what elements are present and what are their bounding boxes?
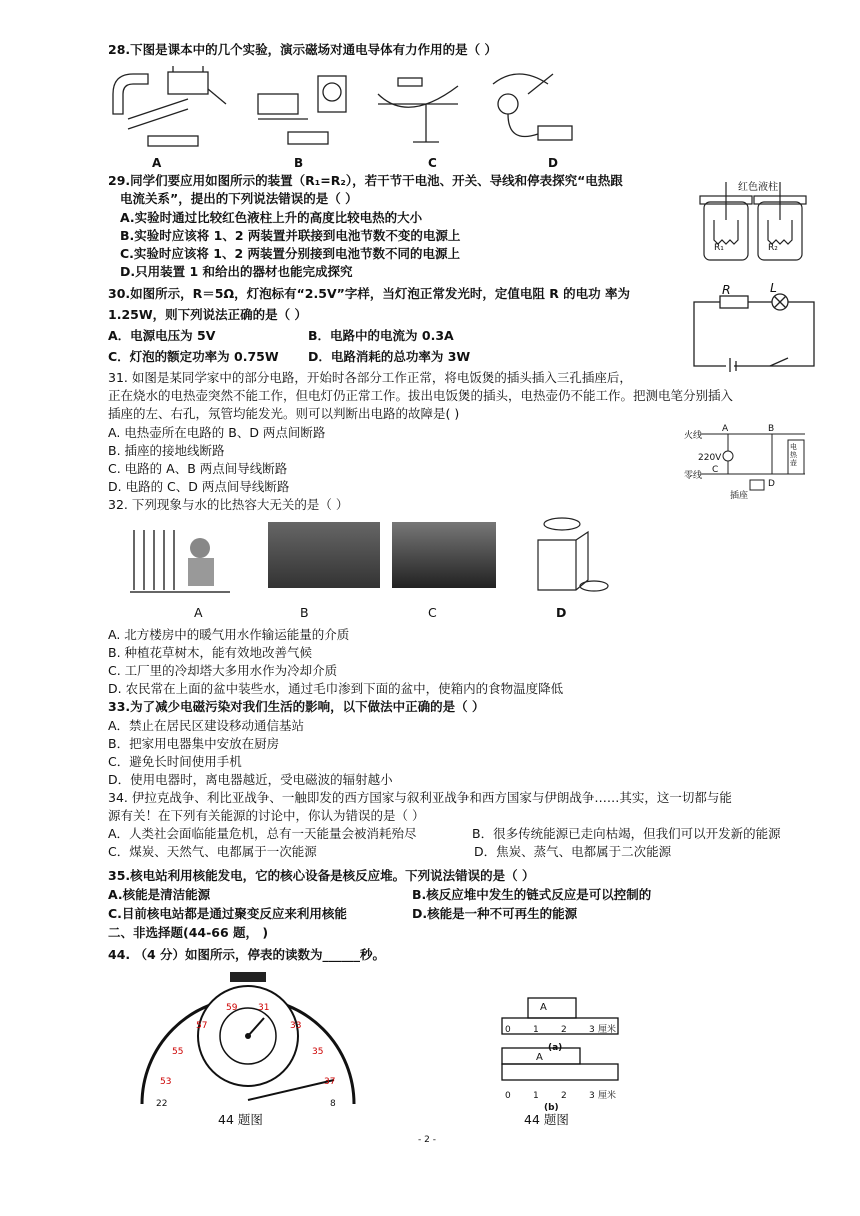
q30-fig-l: L [770, 280, 777, 295]
q31-option-a: A. 电热壶所在电路的 B、D 两点间断路 [108, 425, 326, 440]
q30-fig-r: R [722, 282, 731, 297]
q35-option-d: D.核能是一种不可再生的能源 [412, 906, 578, 921]
section-heading: 二、非选择题(44-66 题， ) [108, 925, 269, 940]
q44-dial-55: 55 [172, 1047, 184, 1057]
q28-label-c: C [428, 156, 437, 170]
q44-ruler-a-label: (a) [548, 1043, 563, 1053]
q32-label-d: D [556, 605, 567, 620]
q32-option-b: B. 种植花草树木，能有效地改善气候 [108, 645, 313, 660]
q44-ruler-a-tick-1: 1 [533, 1025, 539, 1035]
q32-image-a [130, 520, 238, 596]
q31-point-b: B [768, 424, 775, 434]
q44-ruler-b-unit: 厘米 [598, 1091, 617, 1101]
q34-option-d: D．焦炭、蒸气、电都属于二次能源 [474, 844, 672, 859]
q44-block-b: A [536, 1052, 543, 1063]
q32-image-b [268, 522, 380, 588]
q31-option-c: C. 电路的 A、B 两点间导线断路 [108, 461, 288, 476]
q31-kettle-label: 电热壶 [790, 443, 797, 467]
q44-caption-right: 44 题图 [524, 1112, 569, 1127]
q29-option-d: D.只用装置 1 和给出的器材也能完成探究 [120, 264, 353, 279]
q44-ruler-b-tick-1: 1 [533, 1091, 539, 1101]
q31-point-c: C [712, 465, 719, 475]
q31-point-a: A [722, 424, 729, 434]
q30-circuit-figure [690, 282, 820, 372]
q29-r2-label: R₂ [768, 243, 778, 253]
q33-option-b: B．把家用电器集中安放在厨房 [108, 736, 280, 751]
q29-red-column-label: 红色液柱 [738, 182, 778, 193]
q44-stem: 44. （4 分）如图所示，停表的读数为______秒。 [108, 947, 386, 962]
q44-dial-37: 37 [324, 1077, 336, 1087]
q35-option-a: A.核能是清洁能源 [108, 887, 211, 902]
q31-stem-line3: 插座的左、右孔，氖管均能发光。则可以判断出电路的故障是( ) [108, 406, 460, 421]
q34-option-c: C．煤炭、天然气、电都属于一次能源 [108, 844, 317, 859]
q33-option-d: D．使用电器时，离电器越近，受电磁波的辐射越小 [108, 772, 393, 787]
q34-stem-line1: 34. 伊拉克战争、利比亚战争、一触即发的西方国家与叙利亚战争和西方国家与伊朗战争……其实，这一切都与能 [108, 790, 732, 805]
q30-option-a: A．电源电压为 5V [108, 328, 216, 343]
q44-ruler-b-label: (b) [544, 1103, 559, 1113]
q31-point-d: D [768, 479, 775, 489]
page-number: - 2 - [418, 1135, 436, 1145]
q34-option-b: B．很多传统能源已走向枯竭，但我们可以开发新的能源 [472, 826, 781, 841]
q28-label-d: D [548, 156, 558, 170]
q31-neutral-wire-label: 零线 [684, 471, 703, 481]
q44-dial-8: 8 [330, 1099, 336, 1109]
q28-label-b: B [294, 156, 304, 170]
q44-dial-59: 59 [226, 1003, 238, 1013]
q32-image-c [392, 522, 496, 588]
q29-option-c: C.实验时应该将 1、2 两装置分别接到电池节数不同的电源上 [120, 246, 461, 261]
q35-option-b: B.核反应堆中发生的链式反应是可以控制的 [412, 887, 652, 902]
q29-r1-label: R₁ [714, 243, 724, 253]
q44-block-a: A [540, 1002, 547, 1013]
q33-option-a: A．禁止在居民区建设移动通信基站 [108, 718, 305, 733]
q44-caption-left: 44 题图 [218, 1112, 263, 1127]
q44-ruler-b-tick-0: 0 [505, 1091, 511, 1101]
q28-figures [108, 64, 588, 154]
q31-option-d: D. 电路的 C、D 两点间导线断路 [108, 479, 290, 494]
q32-option-a: A. 北方楼房中的暖气用水作输运能量的介质 [108, 627, 350, 642]
q44-dial-31: 31 [258, 1003, 270, 1013]
q44-dial-33: 33 [290, 1021, 302, 1031]
q29-option-b: B.实验时应该将 1、2 两装置并联接到电池节数不变的电源上 [120, 228, 461, 243]
q33-stem: 33.为了减少电磁污染对我们生活的影响，以下做法中正确的是（ ） [108, 699, 485, 714]
q33-option-c: C．避免长时间使用手机 [108, 754, 242, 769]
q31-socket-label: 插座 [730, 491, 749, 501]
q30-option-c: C．灯泡的额定功率为 0.75W [108, 349, 279, 364]
q29-stem-line1: 29.同学们要应用如图所示的装置（R₁=R₂），若干节干电池、开关、导线和停表探究“电热跟 [108, 173, 623, 188]
q44-dial-35: 35 [312, 1047, 324, 1057]
q29-stem-line2: 电流关系”，提出的下列说法错误的是（ ） [120, 191, 358, 206]
q29-option-a: A.实验时通过比较红色液柱上升的高度比较电热的大小 [120, 210, 423, 225]
q44-ruler-b-tick-2: 2 [561, 1091, 567, 1101]
q44-ruler-a-unit: 厘米 [598, 1025, 617, 1035]
q32-label-b: B [300, 605, 309, 620]
q30-stem-line2: 1.25W，则下列说法正确的是（ ） [108, 307, 307, 322]
q31-stem-line2: 正在烧水的电热壶突然不能工作，但电灯仍正常工作。拔出电饭煲的插头，电热壶仍不能工作。把测电笔分别插入 [108, 388, 734, 403]
q32-label-c: C [428, 605, 437, 620]
q32-image-d [532, 510, 614, 596]
q31-stem-line1: 31. 如图是某同学家中的部分电路，开始时各部分工作正常，将电饭煲的插头插入三孔插座后， [108, 370, 632, 385]
q32-option-c: C. 工厂里的冷却塔大多用水作为冷却介质 [108, 663, 338, 678]
q31-live-wire-label: 火线 [684, 431, 703, 441]
q44-dial-57: 57 [196, 1021, 208, 1031]
q30-option-b: B．电路中的电流为 0.3A [308, 328, 454, 343]
q32-option-d: D. 农民常在上面的盆中装些水，通过毛巾渗到下面的盆中，使箱内的食物温度降低 [108, 681, 564, 696]
q30-option-d: D．电路消耗的总功率为 3W [308, 349, 471, 364]
q31-voltage-label: 220V [698, 453, 722, 463]
q32-label-a: A [194, 605, 203, 620]
q35-stem: 35.核电站利用核能发电，它的核心设备是核反应堆。下列说法错误的是（ ） [108, 868, 535, 883]
q44-ruler-a-tick-2: 2 [561, 1025, 567, 1035]
q44-dial-53: 53 [160, 1077, 172, 1087]
q30-stem-line1: 30.如图所示，R＝5Ω，灯泡标有“2.5V”字样，当灯泡正常发光时，定值电阻 R 的电功 率为 [108, 286, 631, 301]
q34-stem-line2: 源有关！在下列有关能源的讨论中，你认为错误的是（ ） [108, 808, 425, 823]
q35-option-c: C.目前核电站都是通过聚变反应来利用核能 [108, 906, 347, 921]
q44-ruler-a-tick-0: 0 [505, 1025, 511, 1035]
q28-stem: 28.下图是课本中的几个实验，演示磁场对通电导体有力作用的是（ ） [108, 42, 497, 57]
q32-stem: 32. 下列现象与水的比热容大无关的是（ ） [108, 497, 349, 512]
q44-ruler-a-tick-3: 3 [589, 1025, 595, 1035]
q34-option-a: A．人类社会面临能量危机，总有一天能量会被消耗殆尽 [108, 826, 417, 841]
q44-dial-22: 22 [156, 1099, 168, 1109]
q31-option-b: B. 插座的接地线断路 [108, 443, 225, 458]
q44-ruler-b-tick-3: 3 [589, 1091, 595, 1101]
q28-label-a: A [152, 156, 162, 170]
